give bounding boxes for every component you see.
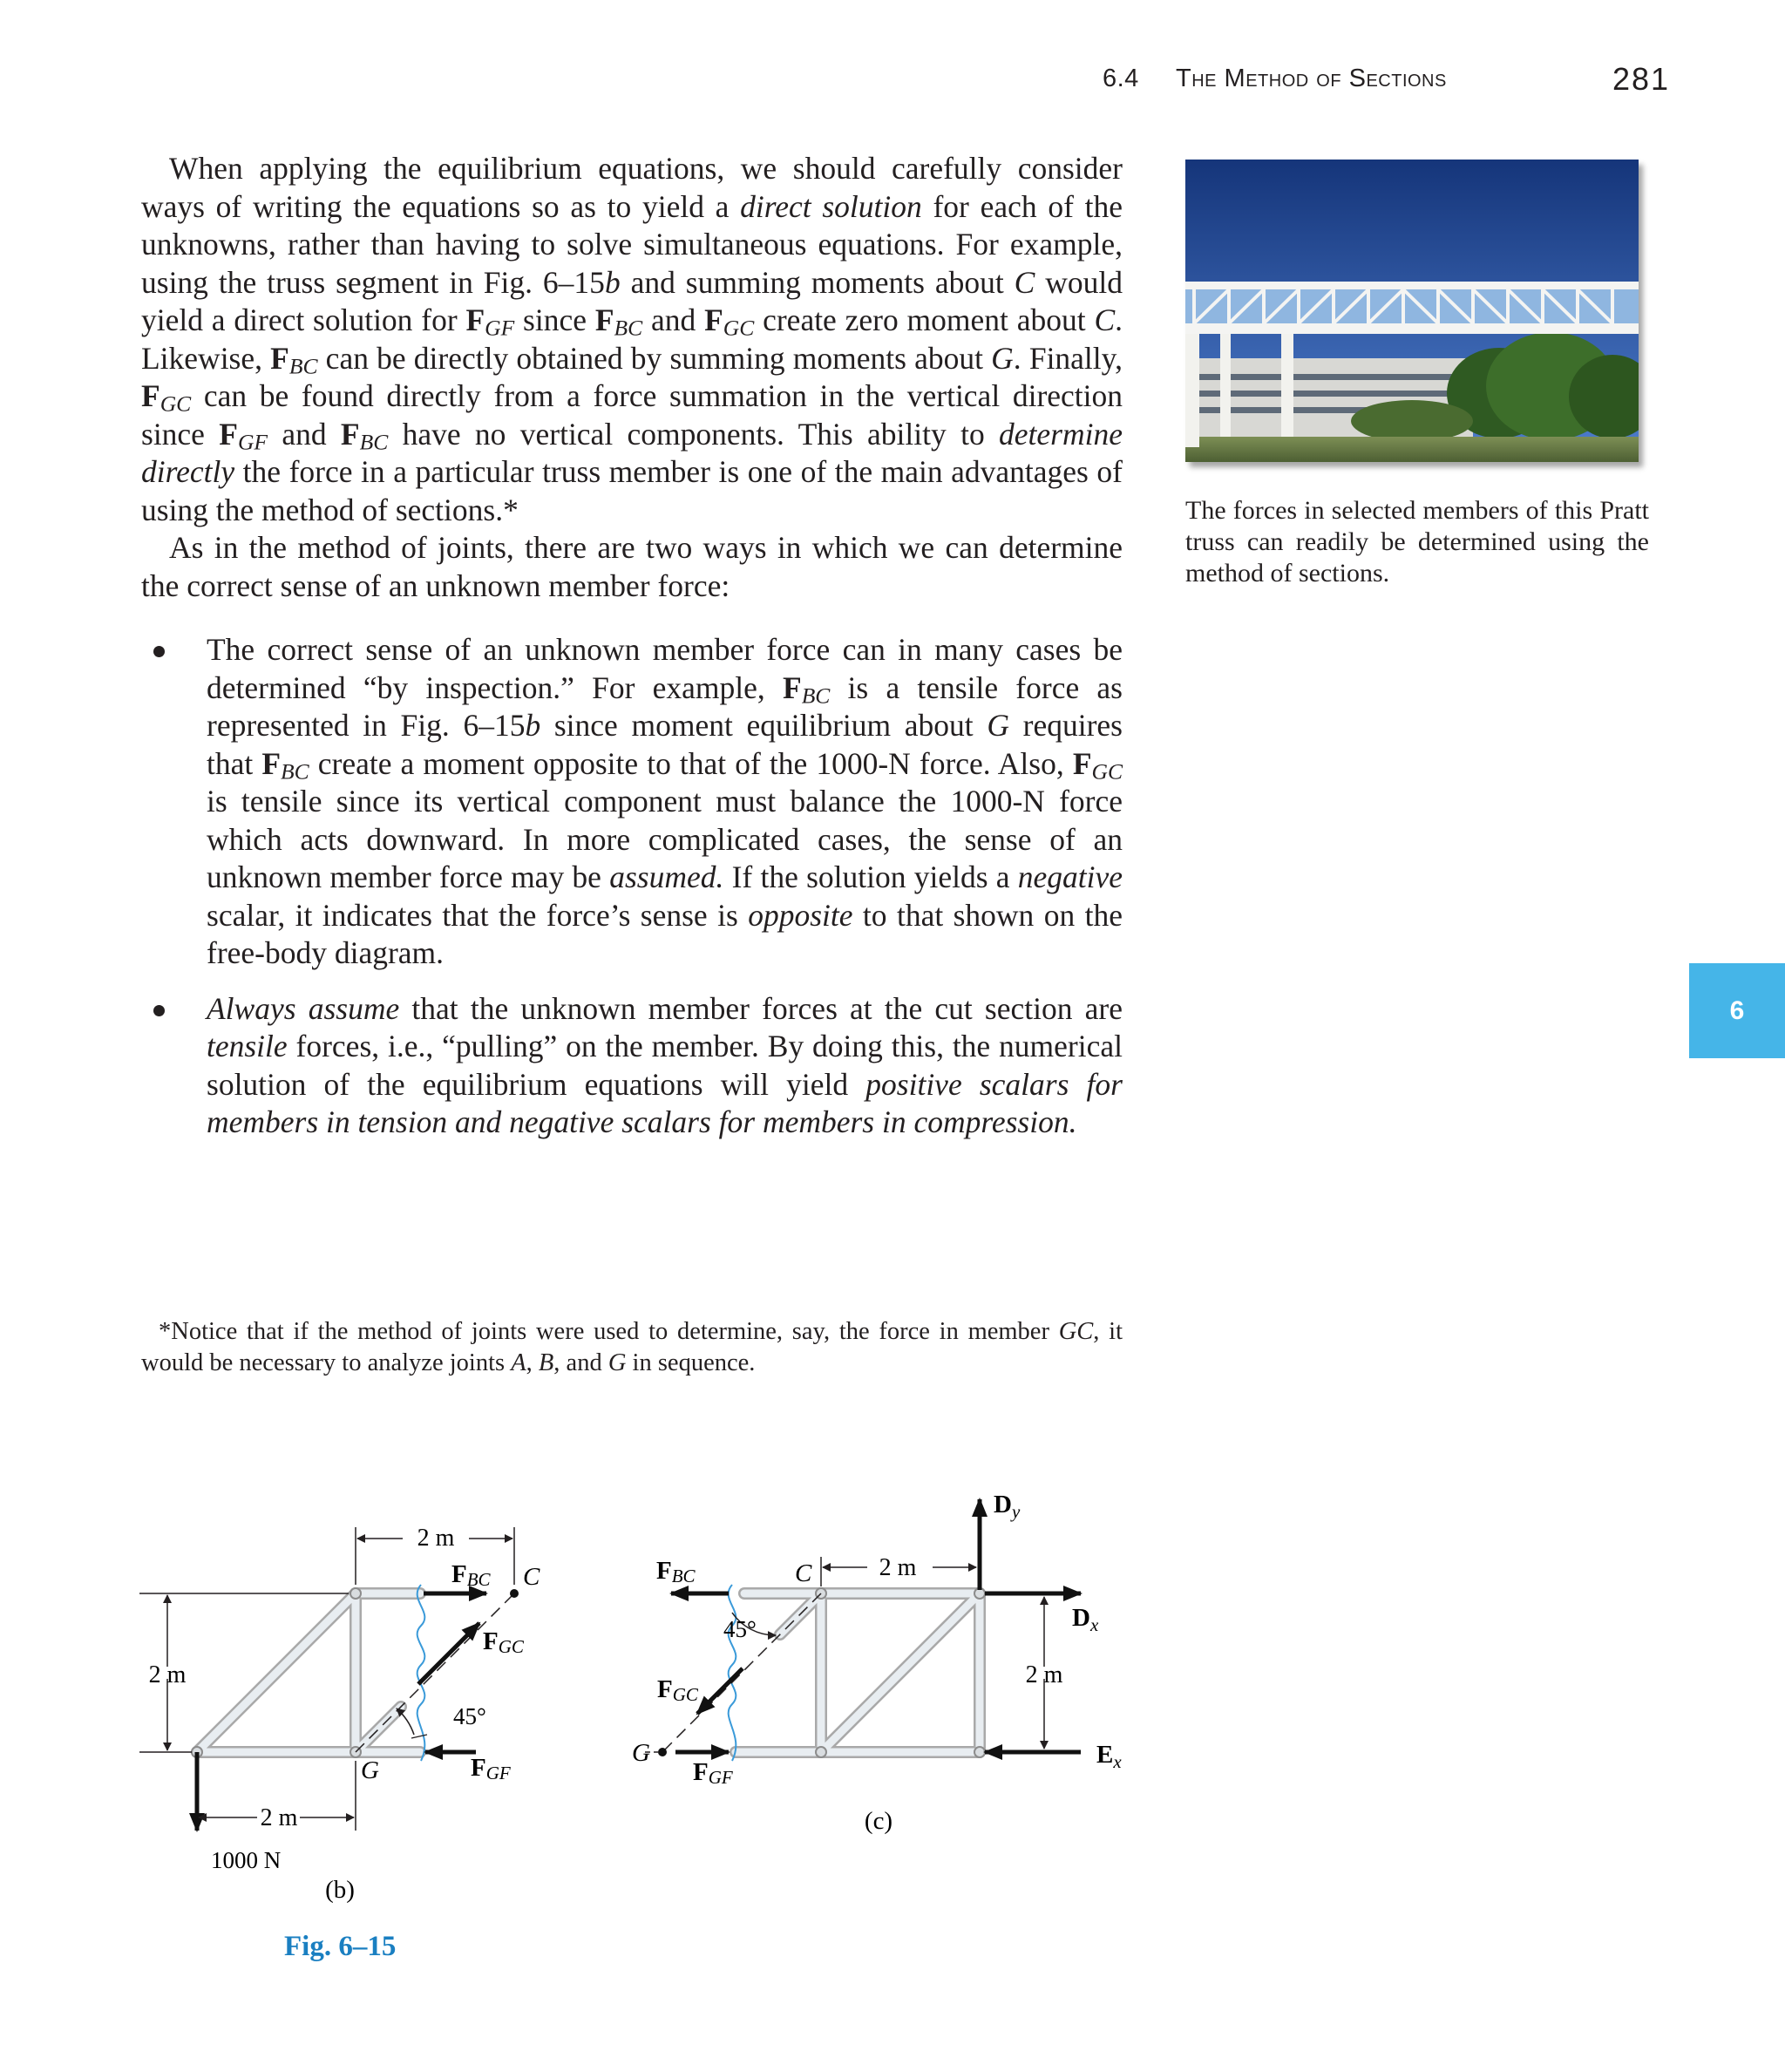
bullet-item-2: Always assume that the unknown member forces at the cut section are tensile forces, i.e., “pulling” on the member. By doing this, the numerical solution of the equilibrium equations will yield positive scalars for members in tension and negative scalars for members in compression. — [141, 990, 1123, 1142]
fbc-label-c: FBC — [656, 1557, 696, 1586]
point-c-label-c: C — [795, 1559, 812, 1587]
point-c-dot — [510, 1589, 519, 1598]
force-fgc-arrow — [418, 1623, 479, 1684]
paragraph-1: When applying the equilibrium equations, we should carefully consider ways of writing the equations so as to yield a direct solution for each of the unknowns, rather than having to solve simultaneous equations. For example, using the truss segment in Fig. 6–15b and summing moments about C would yield a direct solution for $F_{GF}$ since $F_{BC}$ and $F_{GC}$ create zero moment about C. Likewise, $F_{BC}$ can be directly obtained by summing moments about G. Finally, $F_{GC}$ can be found directly from a force summation in the vertical direction since $F_{GF}$ and $F_{BC}$ have no vertical components. This ability to determine directly the force in a particular truss member is one of the main advantages of using the method of sections.* — [141, 151, 1123, 527]
dim-bottom-label-b: 2 m — [260, 1804, 298, 1831]
truss-segment-b — [192, 1588, 420, 1757]
section-cut-line — [417, 1585, 425, 1761]
fbc-label-b: FBC — [451, 1560, 491, 1590]
fgf-label-c: FGF — [693, 1758, 733, 1788]
dx-label: $D_x$ — [1072, 1604, 1099, 1635]
pratt-truss-bridge-photo — [1185, 160, 1639, 462]
section-cut-line-c — [729, 1585, 736, 1761]
fgf-label-b: FGF — [471, 1754, 511, 1783]
load-label: 1000 N — [211, 1847, 282, 1873]
chapter-tab: 6 — [1689, 963, 1785, 1058]
bullet-list — [141, 631, 1123, 1142]
paragraph-2: As in the method of joints, there are two ways in which we can determine the correct sense of an unknown member force: — [141, 530, 1123, 603]
figure-part-c — [632, 1491, 1122, 1835]
angle-label-b: 45° — [453, 1703, 486, 1729]
point-c-label-b: C — [523, 1563, 540, 1591]
fgc-label-b: FGC — [483, 1627, 524, 1657]
dim-left-label-b: 2 m — [148, 1661, 187, 1688]
bullet-item-1: The correct sense of an unknown member force can in many cases be determined “by inspection.” For example, $F_{BC}$ is a tensile force as represented in Fig. 6–15b since moment equilibrium about G requires that $F_{BC}$ create a moment opposite to that of the 1000-N force. Also, $F_{GC}$ is tensile since its vertical component must balance the 1000-N force which acts downward. In more complicated cases, the sense of an unknown member force may be assumed. If the solution yields a negative scalar, it indicates that the force’s sense is opposite to that shown on the free-body diagram. — [141, 631, 1123, 973]
truss-segment-c — [736, 1588, 985, 1757]
fgc-label-c: FGC — [657, 1675, 698, 1705]
photo-caption: The forces in selected members of this Pratt truss can readily be determined using the method of sections. — [1185, 496, 1649, 588]
point-g-label-c: G — [632, 1739, 650, 1767]
dim-top-label-b: 2 m — [417, 1525, 455, 1552]
section-number: 6.4 — [1103, 65, 1139, 92]
angle-label-c: 45° — [723, 1616, 757, 1642]
bullet-dot — [153, 646, 165, 657]
dy-label: $D_y$ — [994, 1491, 1021, 1522]
running-header — [0, 61, 1785, 105]
figure-caption: Fig. 6–15 — [284, 1931, 397, 1962]
point-g-dot — [658, 1748, 667, 1756]
part-c-label: (c) — [864, 1807, 893, 1835]
photo-illustration — [1185, 160, 1639, 462]
dim-top-label-c: 2 m — [879, 1554, 917, 1581]
figure-part-b — [139, 1525, 540, 1904]
section-title: The Method of Sections — [1176, 65, 1447, 92]
footnote: *Notice that if the method of joints were used to determine, say, the force in member GC, it would be necessary to analyze joints A, B, and G in sequence. — [141, 1318, 1123, 1376]
bullet-dot — [153, 1005, 165, 1016]
point-g-label-b: G — [361, 1756, 379, 1784]
part-b-label: (b) — [325, 1876, 355, 1904]
dim-right-label-c: 2 m — [1025, 1661, 1063, 1688]
figure-6-15 — [131, 1473, 1133, 1996]
ex-label: $E_x$ — [1096, 1741, 1122, 1772]
page-number: 281 — [1612, 61, 1671, 97]
main-text — [141, 150, 1123, 1159]
